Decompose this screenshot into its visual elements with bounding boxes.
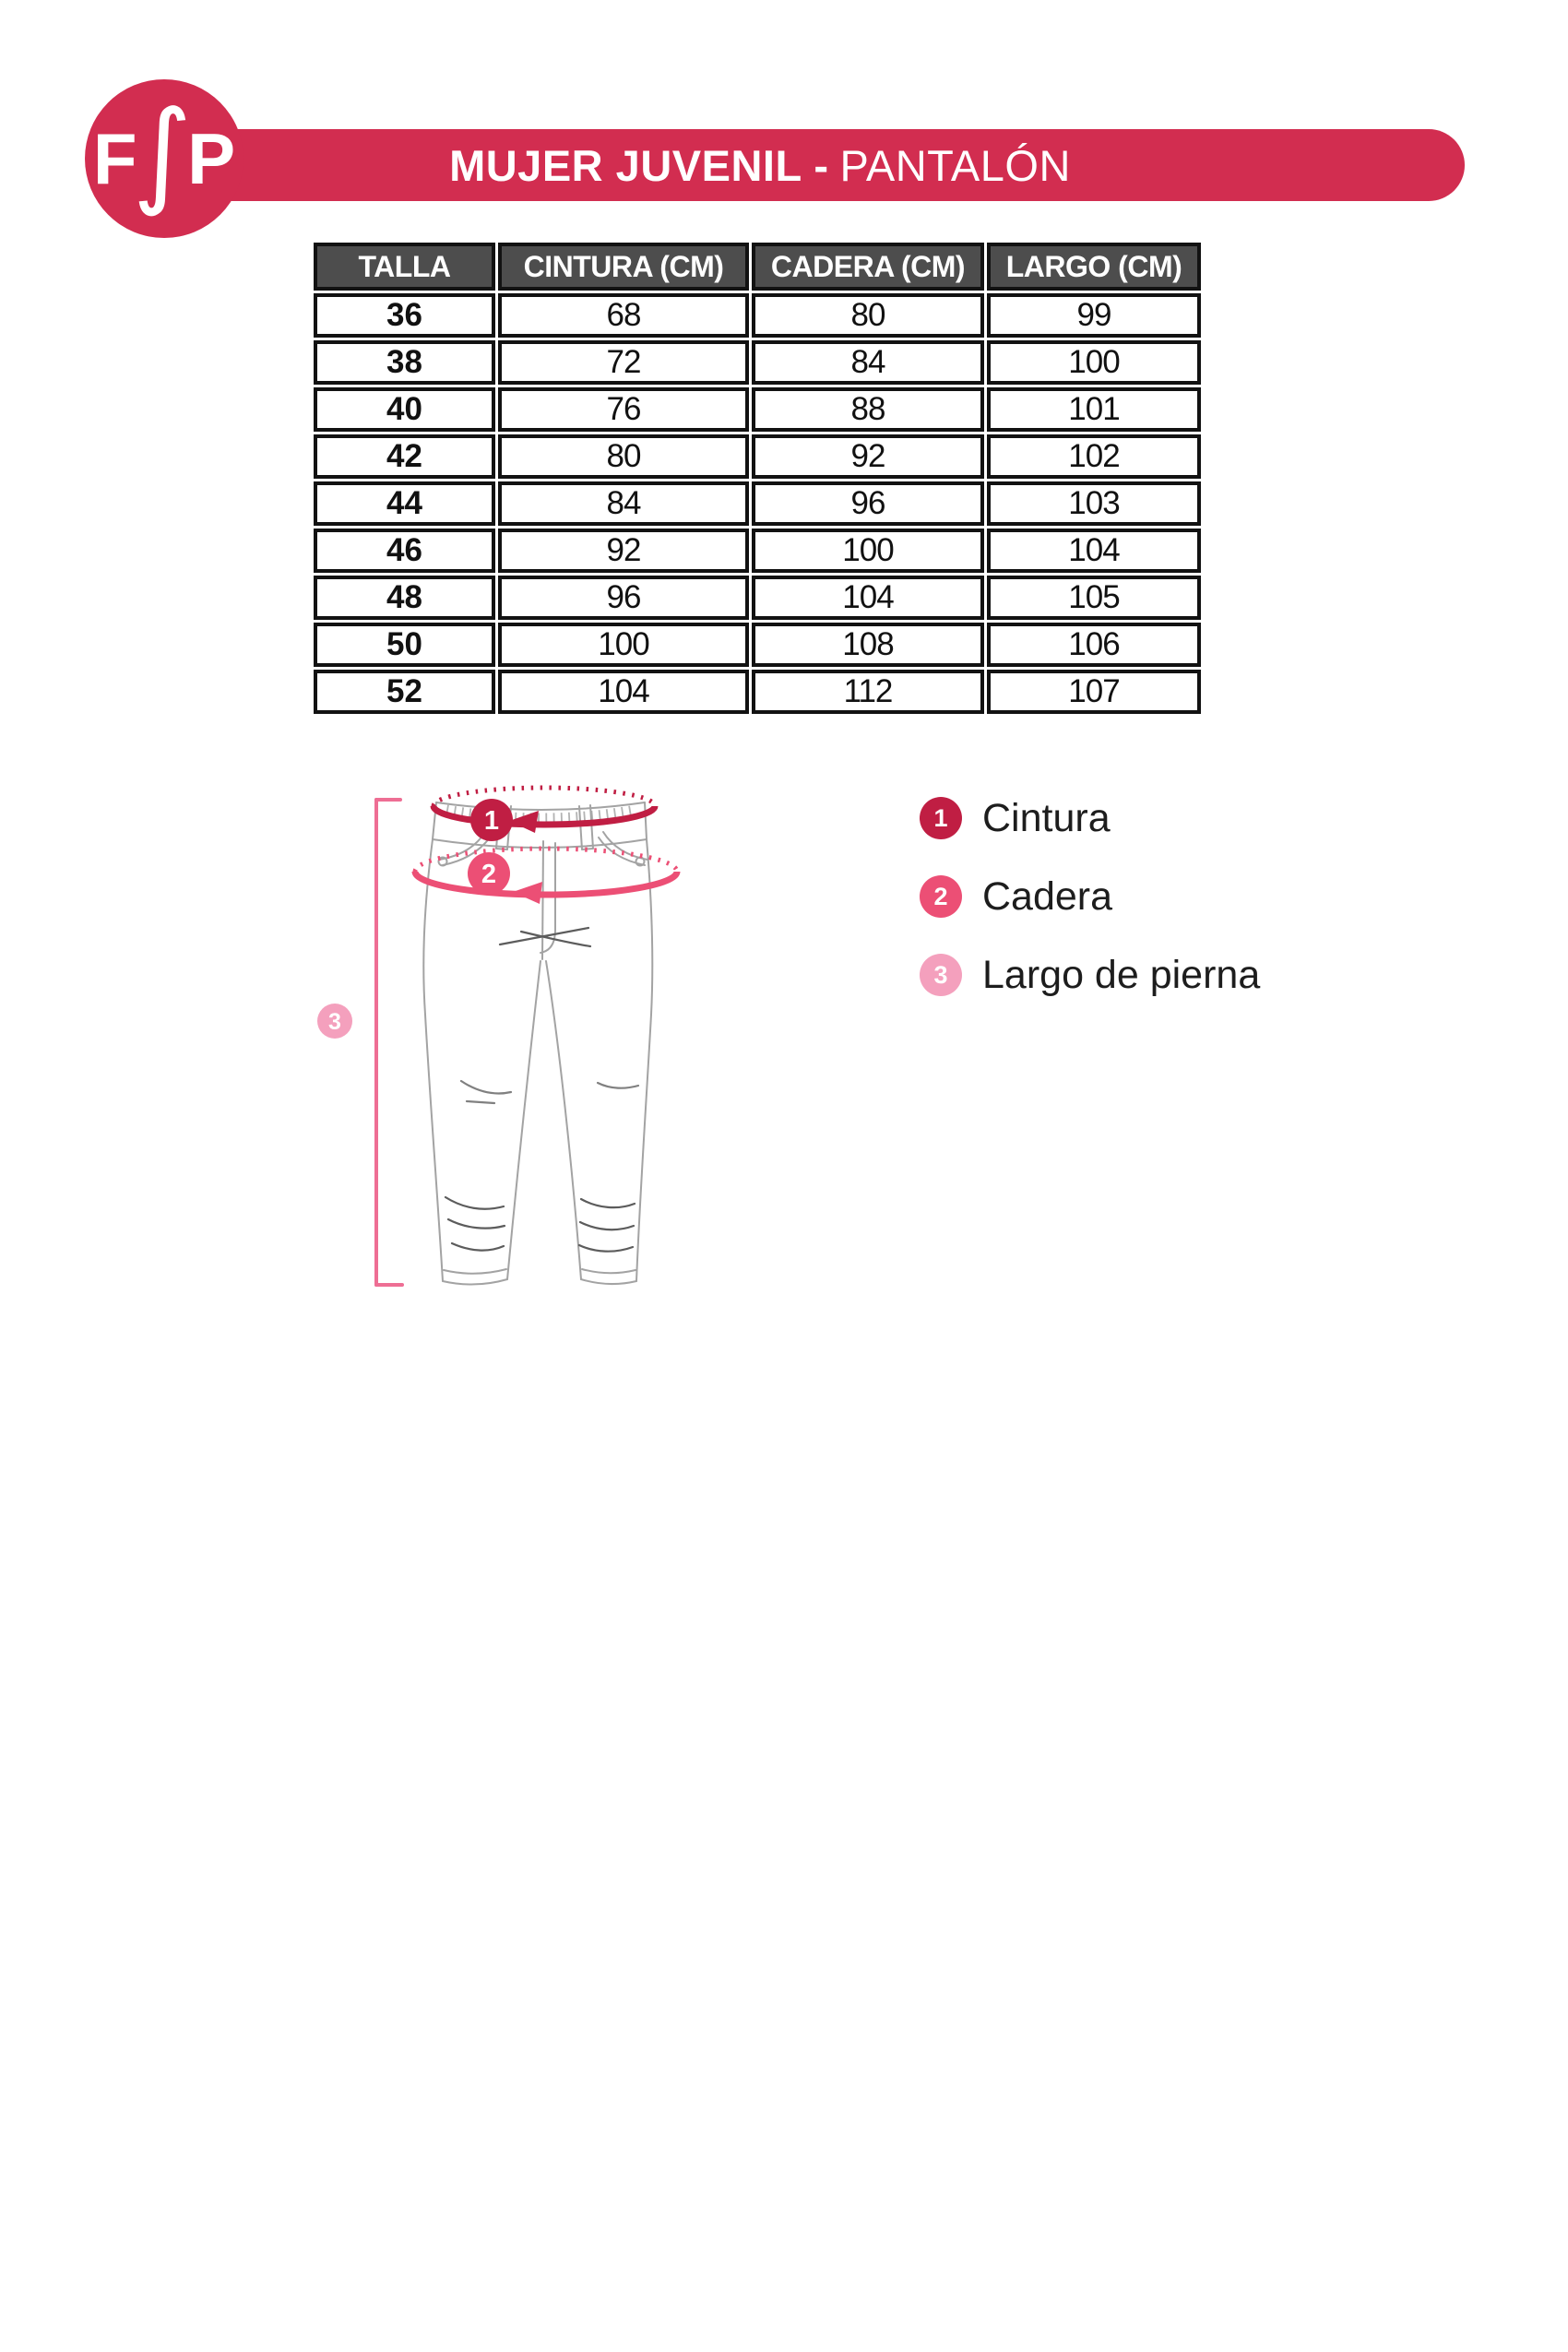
cell-largo: 107 — [987, 670, 1201, 714]
cell-talla: 42 — [314, 434, 495, 479]
cell-largo: 103 — [987, 481, 1201, 526]
cell-cintura: 80 — [498, 434, 749, 479]
cell-cadera: 88 — [752, 387, 984, 432]
leg-length-bracket — [376, 800, 402, 1285]
fsp-logo: F ∫ P — [85, 79, 244, 238]
diagram-badge-2 — [468, 852, 510, 895]
logo-letter-p: P — [187, 118, 236, 199]
page-title — [449, 140, 1071, 191]
table-row — [314, 387, 1201, 432]
table-row — [314, 623, 1201, 667]
cell-cintura: 68 — [498, 293, 749, 338]
cell-talla: 38 — [314, 340, 495, 385]
pants-wrinkle-lines — [445, 928, 638, 1252]
table-row — [314, 481, 1201, 526]
cell-cadera: 112 — [752, 670, 984, 714]
svg-text:1: 1 — [483, 806, 500, 836]
cell-cadera: 96 — [752, 481, 984, 526]
cell-largo: 105 — [987, 576, 1201, 620]
cell-cadera: 92 — [752, 434, 984, 479]
col-header-cadera: CADERA (CM) — [752, 243, 984, 291]
table-row — [314, 340, 1201, 385]
page-title-category: MUJER JUVENIL - — [449, 140, 829, 190]
legend-label-largo-de-pierna: Largo de pierna — [982, 952, 1261, 997]
legend-item-largo-de-pierna — [920, 954, 1260, 996]
cell-largo: 100 — [987, 340, 1201, 385]
legend-label-cintura: Cintura — [982, 795, 1111, 840]
legend-item-cadera — [920, 875, 1260, 918]
cell-largo: 104 — [987, 529, 1201, 573]
pants-outline-drawing — [423, 802, 652, 1285]
page-title-garment: PANTALÓN — [839, 140, 1071, 190]
cell-talla: 44 — [314, 481, 495, 526]
col-header-cintura: CINTURA (CM) — [498, 243, 749, 291]
table-row — [314, 529, 1201, 573]
cell-largo: 101 — [987, 387, 1201, 432]
cell-talla: 50 — [314, 623, 495, 667]
legend-badge-2: 2 — [920, 875, 962, 918]
table-row — [314, 670, 1201, 714]
diagram-badge-1 — [470, 799, 513, 841]
cell-talla: 46 — [314, 529, 495, 573]
cell-cintura: 84 — [498, 481, 749, 526]
cell-talla: 52 — [314, 670, 495, 714]
cell-largo: 99 — [987, 293, 1201, 338]
cell-largo: 106 — [987, 623, 1201, 667]
svg-text:3: 3 — [328, 1009, 341, 1035]
cell-cintura: 96 — [498, 576, 749, 620]
cell-largo: 102 — [987, 434, 1201, 479]
legend-item-cintura — [920, 797, 1260, 839]
legend-label-cadera: Cadera — [982, 873, 1113, 919]
cell-cintura: 72 — [498, 340, 749, 385]
cell-cintura: 104 — [498, 670, 749, 714]
cell-cadera: 108 — [752, 623, 984, 667]
legend-badge-1: 1 — [920, 797, 962, 839]
table-row — [314, 293, 1201, 338]
table-row — [314, 576, 1201, 620]
diagram-badge-3 — [317, 1004, 352, 1039]
cell-talla: 48 — [314, 576, 495, 620]
col-header-largo: LARGO (CM) — [987, 243, 1201, 291]
cell-cadera: 104 — [752, 576, 984, 620]
cell-cintura: 100 — [498, 623, 749, 667]
header-banner — [166, 129, 1465, 201]
cell-cadera: 84 — [752, 340, 984, 385]
cell-cintura: 76 — [498, 387, 749, 432]
cell-cintura: 92 — [498, 529, 749, 573]
logo-letter-f: F — [92, 118, 137, 199]
pants-measurement-diagram — [304, 775, 710, 1310]
cell-cadera: 80 — [752, 293, 984, 338]
col-header-talla: TALLA — [314, 243, 495, 291]
size-table — [311, 240, 1204, 717]
table-header-row — [314, 243, 1201, 291]
measurement-legend — [920, 797, 1260, 1032]
legend-badge-3: 3 — [920, 954, 962, 996]
cell-cadera: 100 — [752, 529, 984, 573]
cell-talla: 36 — [314, 293, 495, 338]
cell-talla: 40 — [314, 387, 495, 432]
svg-text:2: 2 — [481, 860, 497, 889]
table-row — [314, 434, 1201, 479]
